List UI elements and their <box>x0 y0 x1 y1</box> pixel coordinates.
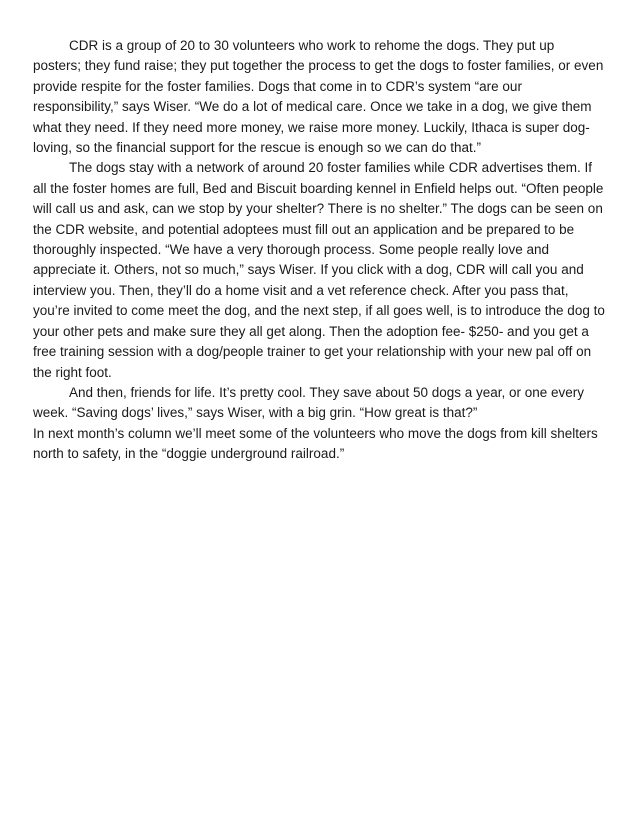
paragraph-next-month: In next month’s column we’ll meet some of the volunteers who move the dogs from kill shelters north to safety, in the “doggie underground railroad.” <box>33 425 598 462</box>
paragraph-foster-process: The dogs stay with a network of around 20 foster families while CDR advertises them. If all the foster homes are full, Bed and Biscuit boarding kennel in Enfield helps out. “Often people will call us and ask, can we stop by your shelter? There is no shelter.” The dogs can be seen on the CDR website, and potential adoptees must fill out an application and be prepared to be thoroughly inspected. “We have a very thorough process. Some people really love and appreciate it. Others, not so much,” says Wiser. If you click with a dog, CDR will call you and interview you. Then, they’ll do a home visit and a vet reference check. After you pass that, you’re invited to come meet the dog, and the next step, if all goes well, is to introduce the dog to your other pets and make sure they all get along. Then the adoption fee- $250- and you get a free training session with a dog/people trainer to get your relationship with your new pal off on the right foot. <box>33 160 605 380</box>
paragraph-cdr-volunteers: CDR is a group of 20 to 30 volunteers who work to rehome the dogs. They put up posters; they fund raise; they put together the process to get the dogs to foster families, or even provide respite for the foster families. Dogs that come in to CDR’s system “are our responsibility,” says Wiser. “We do a lot of medical care. Once we take in a dog, we give them what they need. If they need more money, we raise more money. Luckily, Ithaca is super dog-loving, so the financial support for the rescue is enough so we can do that.” <box>33 38 604 156</box>
paragraph-friends-for-life: And then, friends for life. It’s pretty cool. They save about 50 dogs a year, or one every week. “Saving dogs’ lives,” says Wiser, with a big grin. “How great is that?” <box>33 384 585 421</box>
document-page <box>33 36 605 465</box>
